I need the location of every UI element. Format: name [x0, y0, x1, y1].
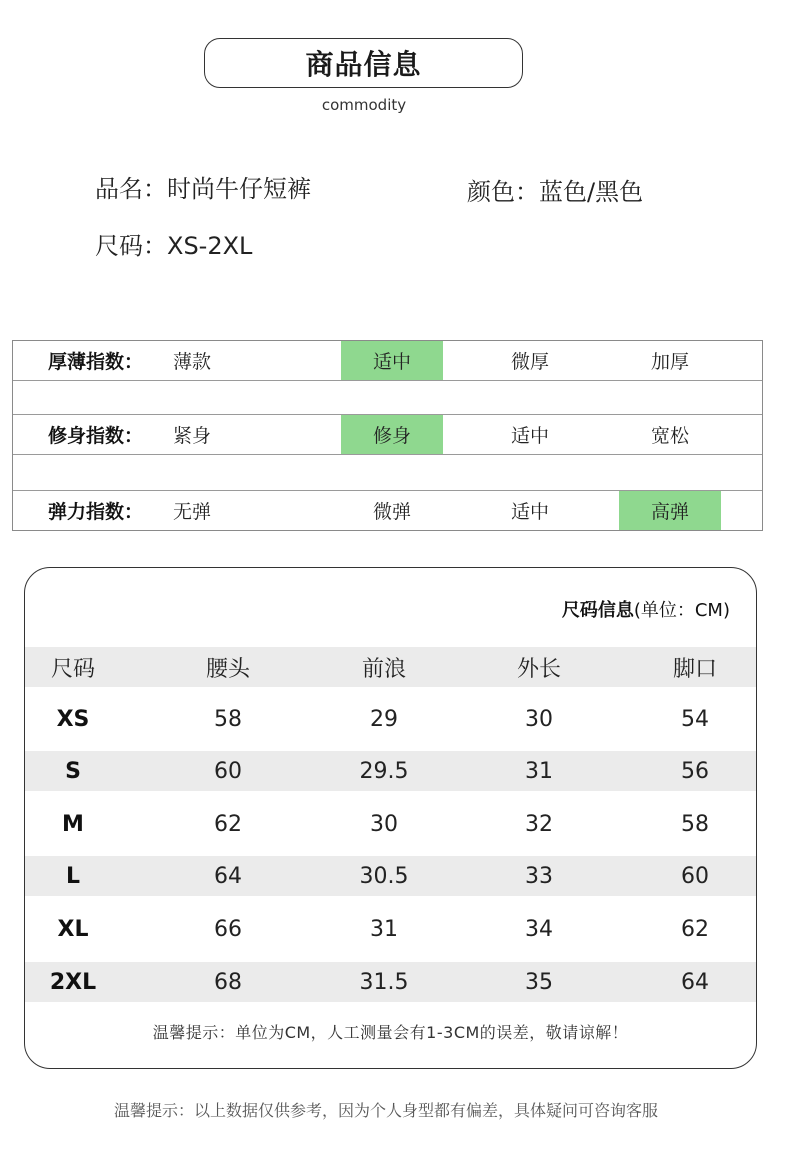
fit-option: 适中 — [510, 425, 549, 447]
size-row — [25, 751, 756, 791]
divider — [13, 380, 762, 381]
leg-opening-cell: 62 — [681, 916, 709, 942]
size-cell: S — [65, 758, 81, 784]
fit-index-label: 修身指数： — [48, 425, 144, 447]
product-size-range: 尺码：XS-2XL — [95, 232, 253, 260]
front-rise-cell: 30 — [370, 811, 398, 837]
outseam-cell: 32 — [525, 811, 553, 837]
size-cell: XL — [57, 916, 89, 942]
elasticity-option: 适中 — [510, 501, 549, 523]
page-subtitle: commodity — [321, 96, 407, 114]
header-front-rise: 前浪 — [361, 656, 406, 682]
fit-option: 宽松 — [650, 425, 689, 447]
waist-cell: 68 — [214, 969, 242, 995]
waist-cell: 60 — [214, 758, 242, 784]
header-outseam: 外长 — [516, 656, 561, 682]
size-row — [25, 962, 756, 1002]
size-chart-caption — [562, 596, 730, 622]
elasticity-option: 微弹 — [372, 501, 411, 523]
outseam-cell: 33 — [525, 863, 553, 889]
outseam-cell: 34 — [525, 916, 553, 942]
elasticity-option-selected: 高弹 — [619, 491, 721, 530]
size-cell: 2XL — [49, 969, 97, 995]
elasticity-index-label: 弹力指数： — [48, 501, 144, 523]
product-name: 品名：时尚牛仔短裤 — [95, 175, 311, 203]
size-chart-caption-title: 尺码信息 — [561, 600, 634, 621]
thickness-option: 微厚 — [510, 351, 549, 373]
front-rise-cell: 31.5 — [359, 969, 409, 995]
outseam-cell: 30 — [525, 706, 553, 732]
divider — [13, 454, 762, 455]
front-rise-cell: 29.5 — [359, 758, 409, 784]
measurement-note: 温馨提示：单位为CM，人工测量会有1-3CM的误差，敬请谅解！ — [152, 1023, 629, 1042]
size-cell: M — [62, 811, 84, 837]
thickness-index-label: 厚薄指数： — [48, 351, 144, 373]
header-waist: 腰头 — [205, 656, 250, 682]
elasticity-option: 无弹 — [172, 501, 211, 523]
leg-opening-cell: 60 — [681, 863, 709, 889]
outseam-cell: 35 — [525, 969, 553, 995]
waist-cell: 66 — [214, 916, 242, 942]
size-chart-caption-unit: (单位：CM) — [633, 600, 730, 621]
fit-option-selected: 修身 — [341, 415, 443, 454]
size-header-row — [25, 647, 756, 687]
front-rise-cell: 29 — [370, 706, 398, 732]
waist-cell: 64 — [214, 863, 242, 889]
waist-cell: 58 — [214, 706, 242, 732]
front-rise-cell: 31 — [370, 916, 398, 942]
leg-opening-cell: 56 — [681, 758, 709, 784]
section-title-box — [204, 38, 523, 88]
size-cell: XS — [56, 706, 90, 732]
size-chart — [24, 567, 757, 1069]
fit-option: 紧身 — [172, 425, 211, 447]
header-leg-opening: 脚口 — [672, 656, 717, 682]
size-cell: L — [65, 863, 81, 889]
footer-note: 温馨提示：以上数据仅供参考，因为个人身型都有偏差，具体疑问可咨询客服 — [113, 1101, 658, 1120]
leg-opening-cell: 58 — [681, 811, 709, 837]
header-size: 尺码 — [50, 656, 95, 682]
size-row — [25, 804, 756, 844]
leg-opening-cell: 64 — [681, 969, 709, 995]
leg-opening-cell: 54 — [681, 706, 709, 732]
size-row — [25, 699, 756, 739]
thickness-option: 薄款 — [172, 351, 211, 373]
index-table — [12, 340, 763, 531]
size-row — [25, 856, 756, 896]
outseam-cell: 31 — [525, 758, 553, 784]
thickness-option-selected: 适中 — [341, 341, 443, 380]
page-title: 商品信息 — [305, 48, 422, 81]
thickness-option: 加厚 — [650, 351, 689, 373]
waist-cell: 62 — [214, 811, 242, 837]
product-color: 颜色：蓝色/黑色 — [467, 178, 644, 206]
front-rise-cell: 30.5 — [359, 863, 409, 889]
size-row — [25, 909, 756, 949]
